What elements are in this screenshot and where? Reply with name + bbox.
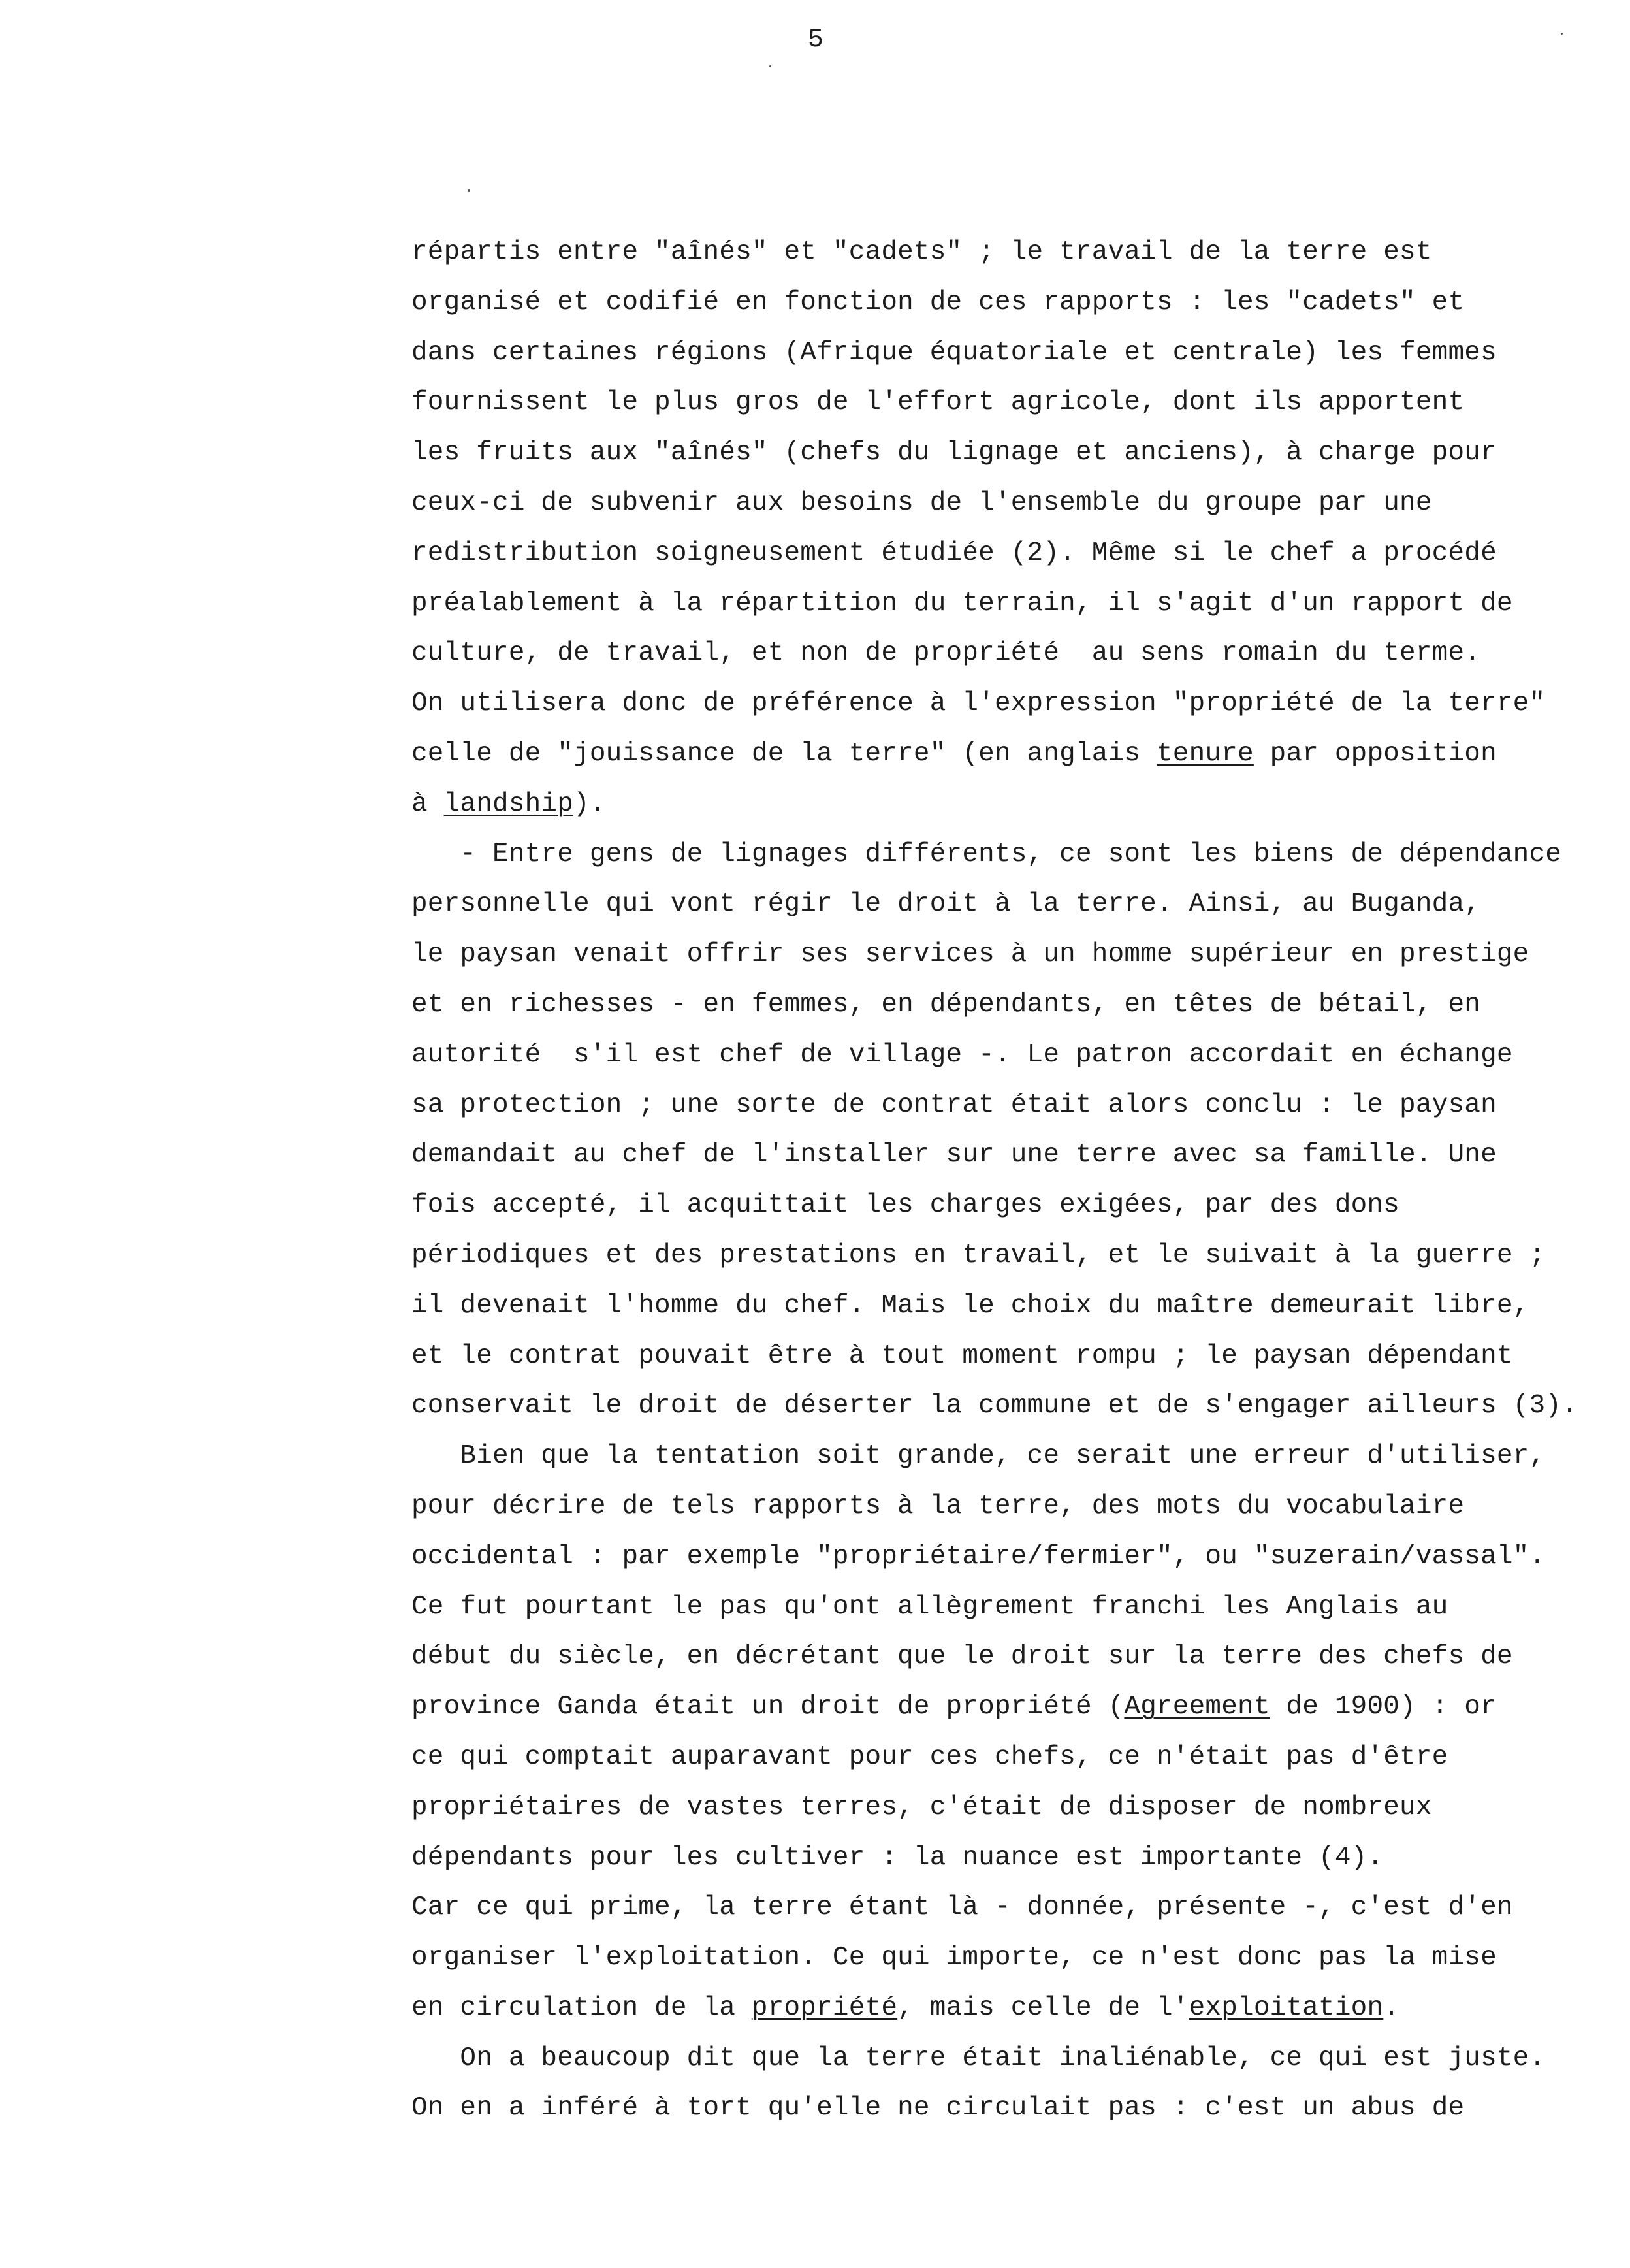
scan-speck [769,65,771,67]
text-line [411,779,1606,830]
text-segment: conservait le droit de déserter la commune et de s'engager ailleurs (3). [411,1391,1578,1421]
text-segment: dépendants pour les cultiver : la nuance est importante (4). [411,1842,1384,1873]
text-segment: Car ce qui prime, la terre étant là - donnée, présente -, c'est d'en [411,1892,1513,1923]
text-segment: . [1383,1992,1400,2023]
text-line [411,729,1606,779]
text-segment: redistribution soigneusement étudiée (2). Même si le chef a procédé [411,538,1497,568]
underlined-term: tenure [1156,738,1254,769]
text-segment: et le contrat pouvait être à tout moment rompu ; le paysan dépendant [411,1340,1513,1371]
text-line [411,1431,1606,1482]
text-line [411,1732,1606,1783]
text-line [411,628,1606,679]
text-line [411,1030,1606,1080]
text-segment: en circulation de la [411,1992,752,2023]
text-segment: pour décrire de tels rapports à la terre, des mots du vocabulaire [411,1491,1465,1521]
text-segment: On en a inféré à tort qu'elle ne circulait pas : c'est un abus de [411,2093,1465,2124]
text-line [411,378,1606,428]
text-line [411,879,1606,930]
page-number: 5 [808,25,824,55]
scan-speck [1561,33,1563,35]
text-line [411,1381,1606,1431]
text-line [411,227,1606,278]
text-segment: province Ganda était un droit de propriété ( [411,1692,1125,1723]
text-segment: de 1900) : or [1270,1692,1497,1723]
text-line [411,1180,1606,1231]
text-segment: autorité s'il est chef de village -. Le patron accordait en échange [411,1039,1513,1070]
text-line [411,1833,1606,1883]
text-line [411,930,1606,980]
underlined-term: Agreement [1124,1692,1270,1723]
underlined-term: exploitation [1189,1992,1384,2023]
text-segment: ). [573,788,606,819]
text-segment: il devenait l'homme du chef. Mais le choix du maître demeurait libre, [411,1290,1529,1321]
text-line [411,1682,1606,1732]
text-line [411,1331,1606,1382]
text-segment: Bien que la tentation soit grande, ce serait une erreur d'utiliser, [411,1441,1546,1472]
text-segment: périodiques et des prestations en travail, et le suivait à la guerre ; [411,1240,1546,1271]
text-segment: Ce fut pourtant le pas qu'ont allègrement franchi les Anglais au [411,1591,1448,1622]
body-text [411,227,1606,2133]
text-line [411,328,1606,378]
text-segment: On a beaucoup dit que la terre était inaliénable, ce qui est juste. [411,2043,1546,2073]
text-line [411,1582,1606,1632]
text-line [411,428,1606,478]
text-segment: dans certaines régions (Afrique équatoriale et centrale) les femmes [411,337,1497,368]
text-segment: - Entre gens de lignages différents, ce sont les biens de dépendance [411,839,1562,869]
text-segment: personnelle qui vont régir le droit à la terre. Ainsi, au Buganda, [411,889,1481,920]
text-line [411,980,1606,1030]
text-line [411,1933,1606,1983]
text-segment: les fruits aux "aînés" (chefs du lignage et anciens), à charge pour [411,438,1497,468]
text-line [411,1632,1606,1682]
text-line [411,478,1606,528]
text-segment: fois accepté, il acquittait les charges exigées, par des dons [411,1190,1400,1221]
text-segment: culture, de travail, et non de propriété au sens romain du terme. [411,638,1481,669]
text-segment: occidental : par exemple "propriétaire/fermier", ou "suzerain/vassal". [411,1541,1546,1572]
text-segment: demandait au chef de l'installer sur une terre avec sa famille. Une [411,1140,1497,1171]
text-segment: répartis entre "aînés" et "cadets" ; le travail de la terre est [411,237,1432,267]
text-segment: , mais celle de l' [897,1992,1189,2023]
text-segment: organiser l'exploitation. Ce qui importe, ce n'est donc pas la mise [411,1943,1497,1973]
text-segment: par opposition [1253,738,1497,769]
text-segment: le paysan venait offrir ses services à un homme supérieur en prestige [411,939,1529,970]
underlined-term: propriété [751,1992,898,2023]
text-line [411,579,1606,629]
scan-speck [468,189,470,192]
text-line [411,1281,1606,1331]
text-segment: début du siècle, en décrétant que le droit sur la terre des chefs de [411,1642,1513,1672]
underlined-term: landship [443,788,574,819]
text-segment: et en richesses - en femmes, en dépendants, en têtes de bétail, en [411,989,1481,1020]
text-segment: ce qui comptait auparavant pour ces chefs, ce n'était pas d'être [411,1742,1448,1772]
text-line [411,2033,1606,2084]
text-line [411,679,1606,729]
text-line [411,1482,1606,1532]
text-segment: organisé et codifié en fonction de ces rapports : les "cadets" et [411,287,1465,317]
text-line [411,830,1606,880]
text-segment: On utilisera donc de préférence à l'expression "propriété de la terre" [411,688,1546,719]
text-line [411,1080,1606,1131]
text-line [411,1231,1606,1281]
text-segment: ceux-ci de subvenir aux besoins de l'ensemble du groupe par une [411,487,1432,518]
text-line [411,528,1606,579]
text-line [411,1532,1606,1582]
text-segment: fournissent le plus gros de l'effort agricole, dont ils apportent [411,387,1465,418]
text-line [411,1783,1606,1833]
text-line [411,1130,1606,1180]
text-line [411,278,1606,328]
text-line [411,1983,1606,2033]
text-segment: préalablement à la répartition du terrain, il s'agit d'un rapport de [411,588,1513,619]
text-segment: à [411,788,444,819]
text-segment: propriétaires de vastes terres, c'était de disposer de nombreux [411,1792,1432,1822]
text-line [411,2083,1606,2133]
text-segment: celle de "jouissance de la terre" (en anglais [411,738,1157,769]
text-segment: sa protection ; une sorte de contrat était alors conclu : le paysan [411,1090,1497,1120]
text-line [411,1883,1606,1933]
